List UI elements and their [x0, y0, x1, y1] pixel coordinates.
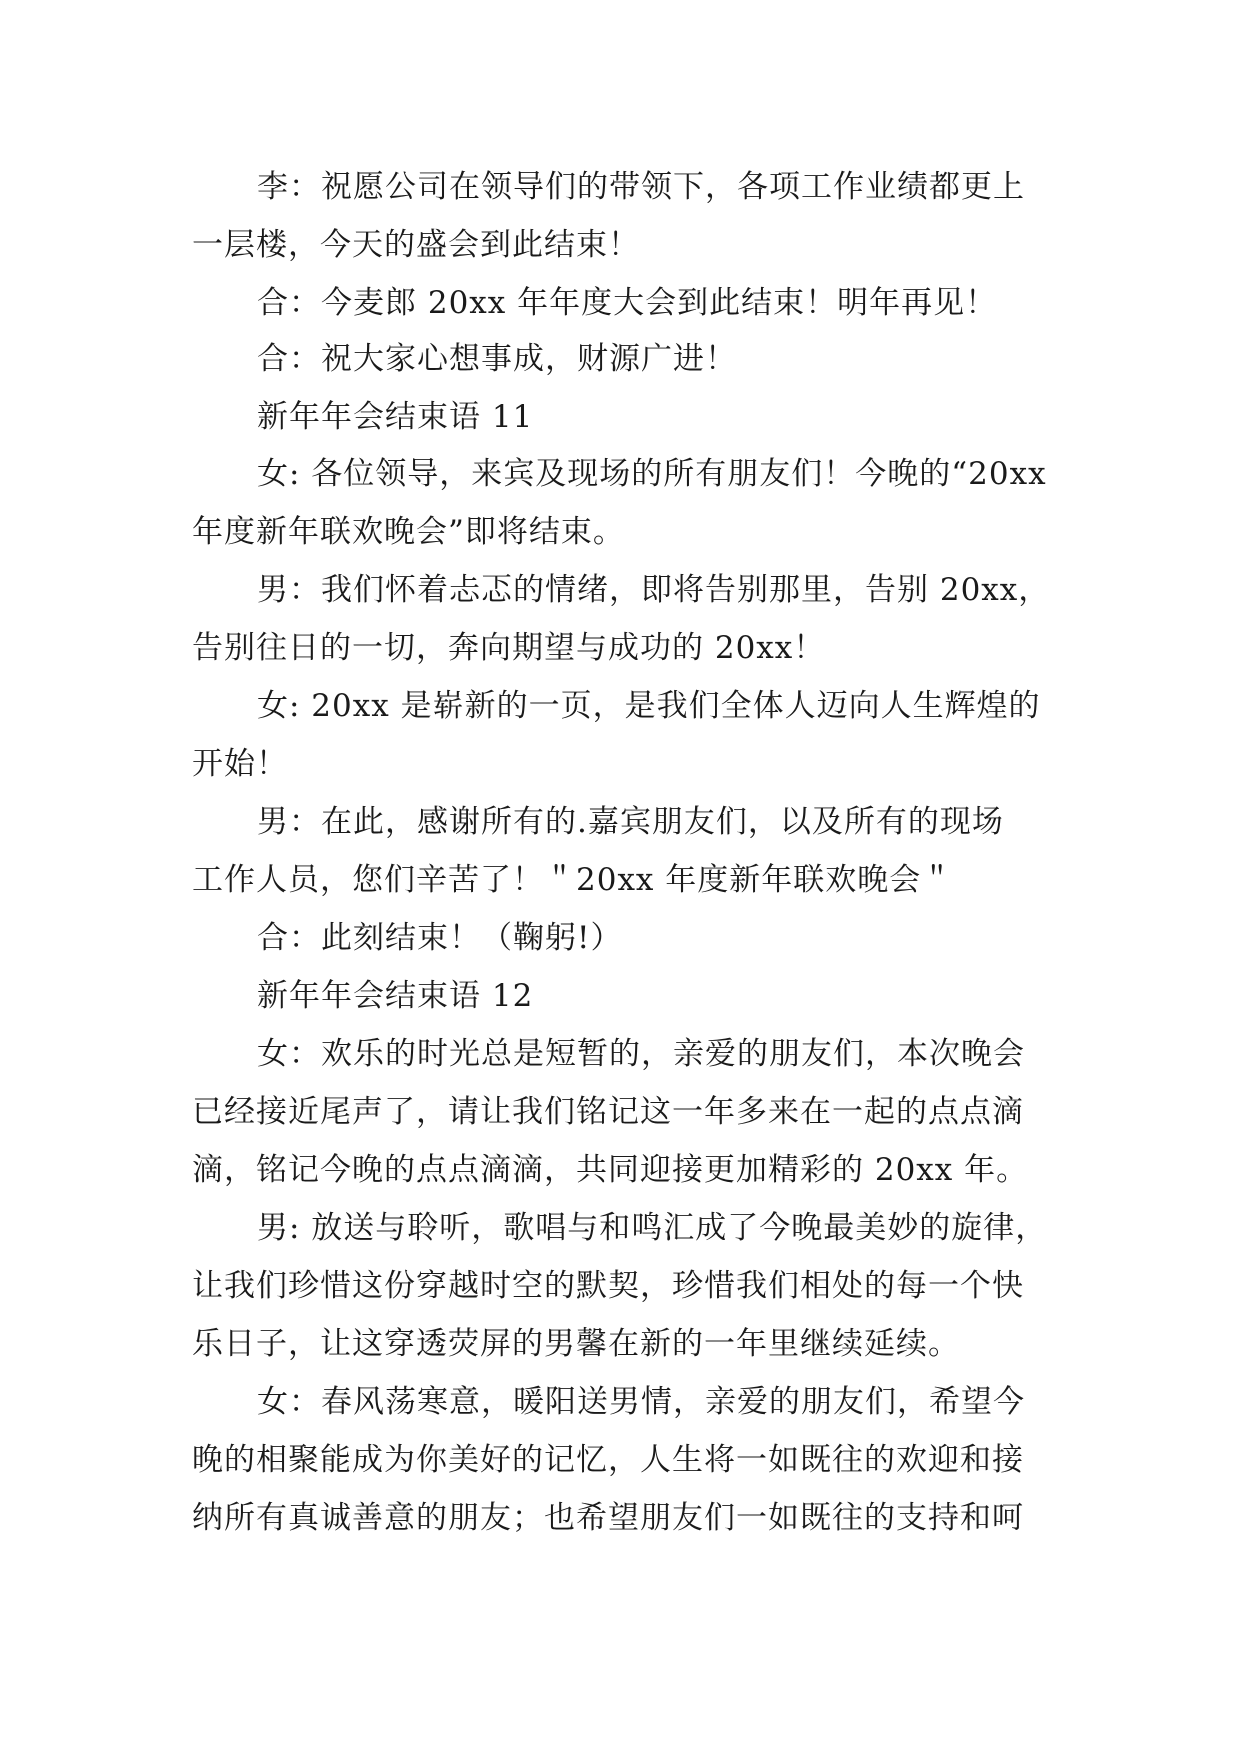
text-line: 让我们珍惜这份穿越时空的默契，珍惜我们相处的每一个快: [192, 1268, 1024, 1304]
text-line: 女：春风荡寒意，暖阳送男情，亲爱的朋友们，希望今: [257, 1384, 1025, 1420]
text-line: 女: 20xx 是崭新的一页，是我们全体人迈向人生辉煌的: [257, 688, 1041, 724]
text-line: 合：此刻结束！（鞠躬!）: [257, 920, 623, 956]
text-line: 已经接近尾声了，请让我们铭记这一年多来在一起的点点滴: [192, 1094, 1024, 1130]
text-line: 乐日子，让这穿透荧屏的男馨在新的一年里继续延续。: [192, 1326, 960, 1362]
text-line: 开始！: [192, 746, 288, 782]
text-line: 一层楼，今天的盛会到此结束！: [192, 227, 640, 263]
text-line: 滴，铭记今晚的点点滴滴，共同迎接更加精彩的 20xx 年。: [192, 1152, 1029, 1188]
text-line: 男: 放送与聆听，歌唱与和鸣汇成了今晚最美妙的旋律，: [257, 1210, 1048, 1246]
text-line: 合：今麦郎 20xx 年年度大会到此结束！明年再见！: [257, 285, 998, 321]
text-line: 女：欢乐的时光总是短暂的，亲爱的朋友们，本次晚会: [257, 1036, 1025, 1072]
text-line: 女: 各位领导，来宾及现场的所有朋友们！今晚的“20xx: [257, 456, 1047, 492]
text-line: 工作人员，您们辛苦了！＂20xx 年度新年联欢晚会＂: [192, 862, 954, 898]
text-line: 男：我们怀着忐忑的情绪，即将告别那里，告别 20xx，: [257, 572, 1051, 608]
text-line: 男：在此，感谢所有的.嘉宾朋友们，以及所有的现场: [257, 804, 1004, 840]
text-line: 年度新年联欢晚会”即将结束。: [192, 514, 625, 550]
text-line: 晚的相聚能成为你美好的记忆，人生将一如既往的欢迎和接: [192, 1442, 1024, 1478]
text-line: 合：祝大家心想事成，财源广进！: [257, 341, 737, 377]
text-line: 告别往日的一切，奔向期望与成功的 20xx！: [192, 630, 826, 666]
text-line: 李：祝愿公司在领导们的带领下，各项工作业绩都更上: [257, 169, 1025, 205]
text-line: 纳所有真诚善意的朋友；也希望朋友们一如既往的支持和呵: [192, 1500, 1024, 1536]
section-heading: 新年年会结束语 12: [257, 978, 534, 1014]
section-heading: 新年年会结束语 11: [257, 399, 534, 435]
